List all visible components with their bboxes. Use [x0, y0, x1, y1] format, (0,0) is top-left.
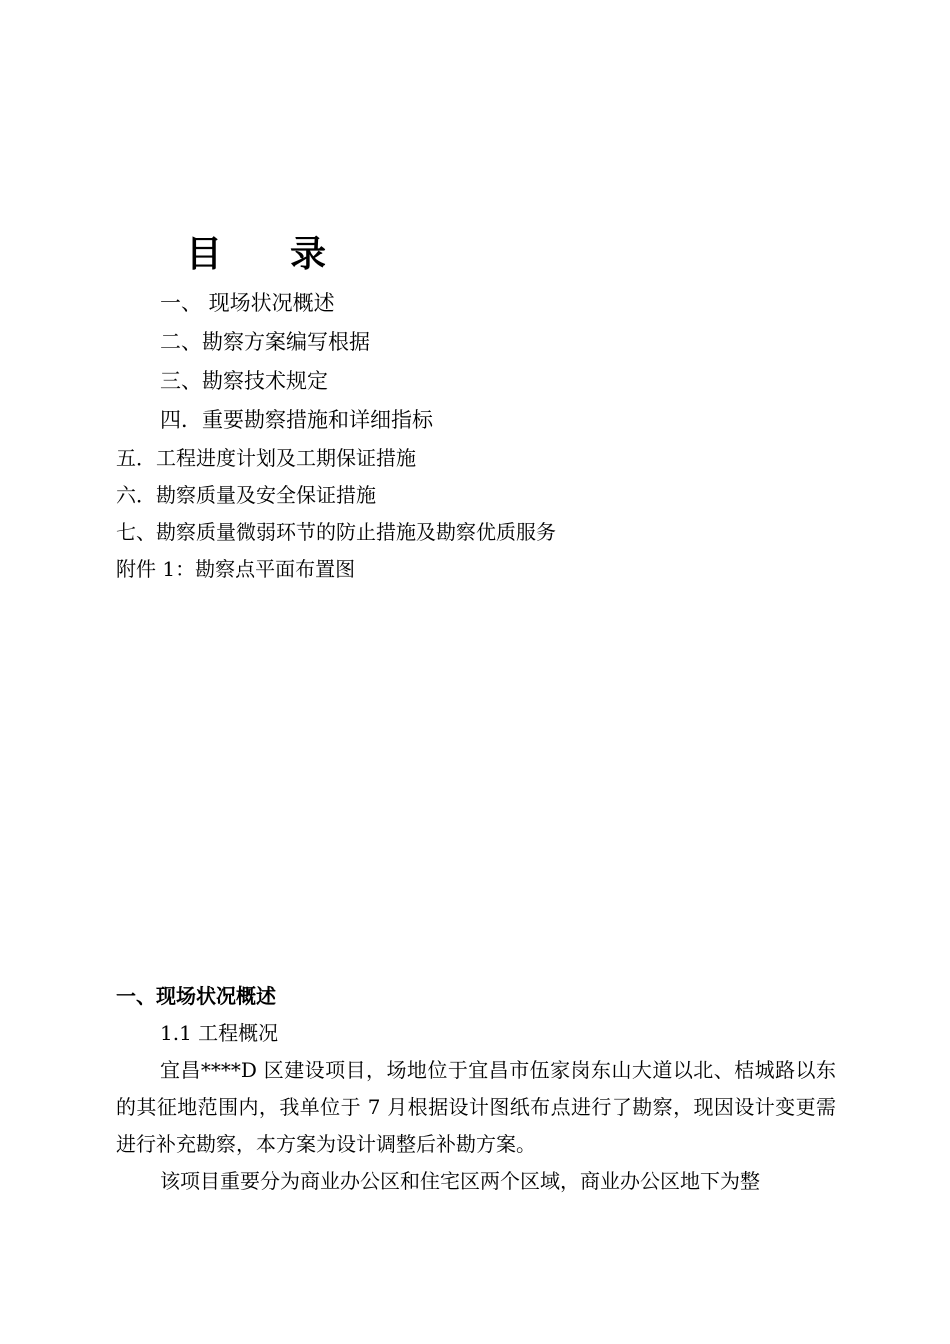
toc-title-char-2: 录	[290, 234, 327, 275]
toc-item-5: 五．工程进度计划及工期保证措施	[116, 446, 416, 470]
toc-item-6: 六．勘察质量及安全保证措施	[116, 483, 376, 507]
body-paragraph-1: 宜昌****D 区建设项目，场地位于宜昌市伍家岗东山大道以北、桔城路以东的其征地范围内，我单位于 7 月根据设计图纸布点进行了勘察，现因设计变更需进行补充勘察，本方案为设计调整后补勘方案。	[116, 1058, 836, 1156]
body-paragraph-2: 该项目重要分为商业办公区和住宅区两个区域，商业办公区地下为整	[160, 1169, 760, 1193]
section-heading: 一、现场状况概述	[116, 984, 276, 1008]
toc-item-4: 四．重要勘察措施和详细指标	[160, 408, 433, 432]
toc-item-3: 三、勘察技术规定	[160, 369, 328, 393]
toc-item-2: 二、勘察方案编写根据	[160, 330, 370, 354]
toc-title	[186, 226, 326, 277]
subsection-heading: 1.1 工程概况	[160, 1021, 279, 1045]
toc-item-1: 一、 现场状况概述	[160, 291, 335, 315]
toc-title-char-1: 目	[186, 234, 223, 275]
toc-item-7: 七、勘察质量微弱环节的防止措施及勘察优质服务	[116, 520, 556, 544]
toc-item-8: 附件 1：勘察点平面布置图	[116, 557, 356, 581]
